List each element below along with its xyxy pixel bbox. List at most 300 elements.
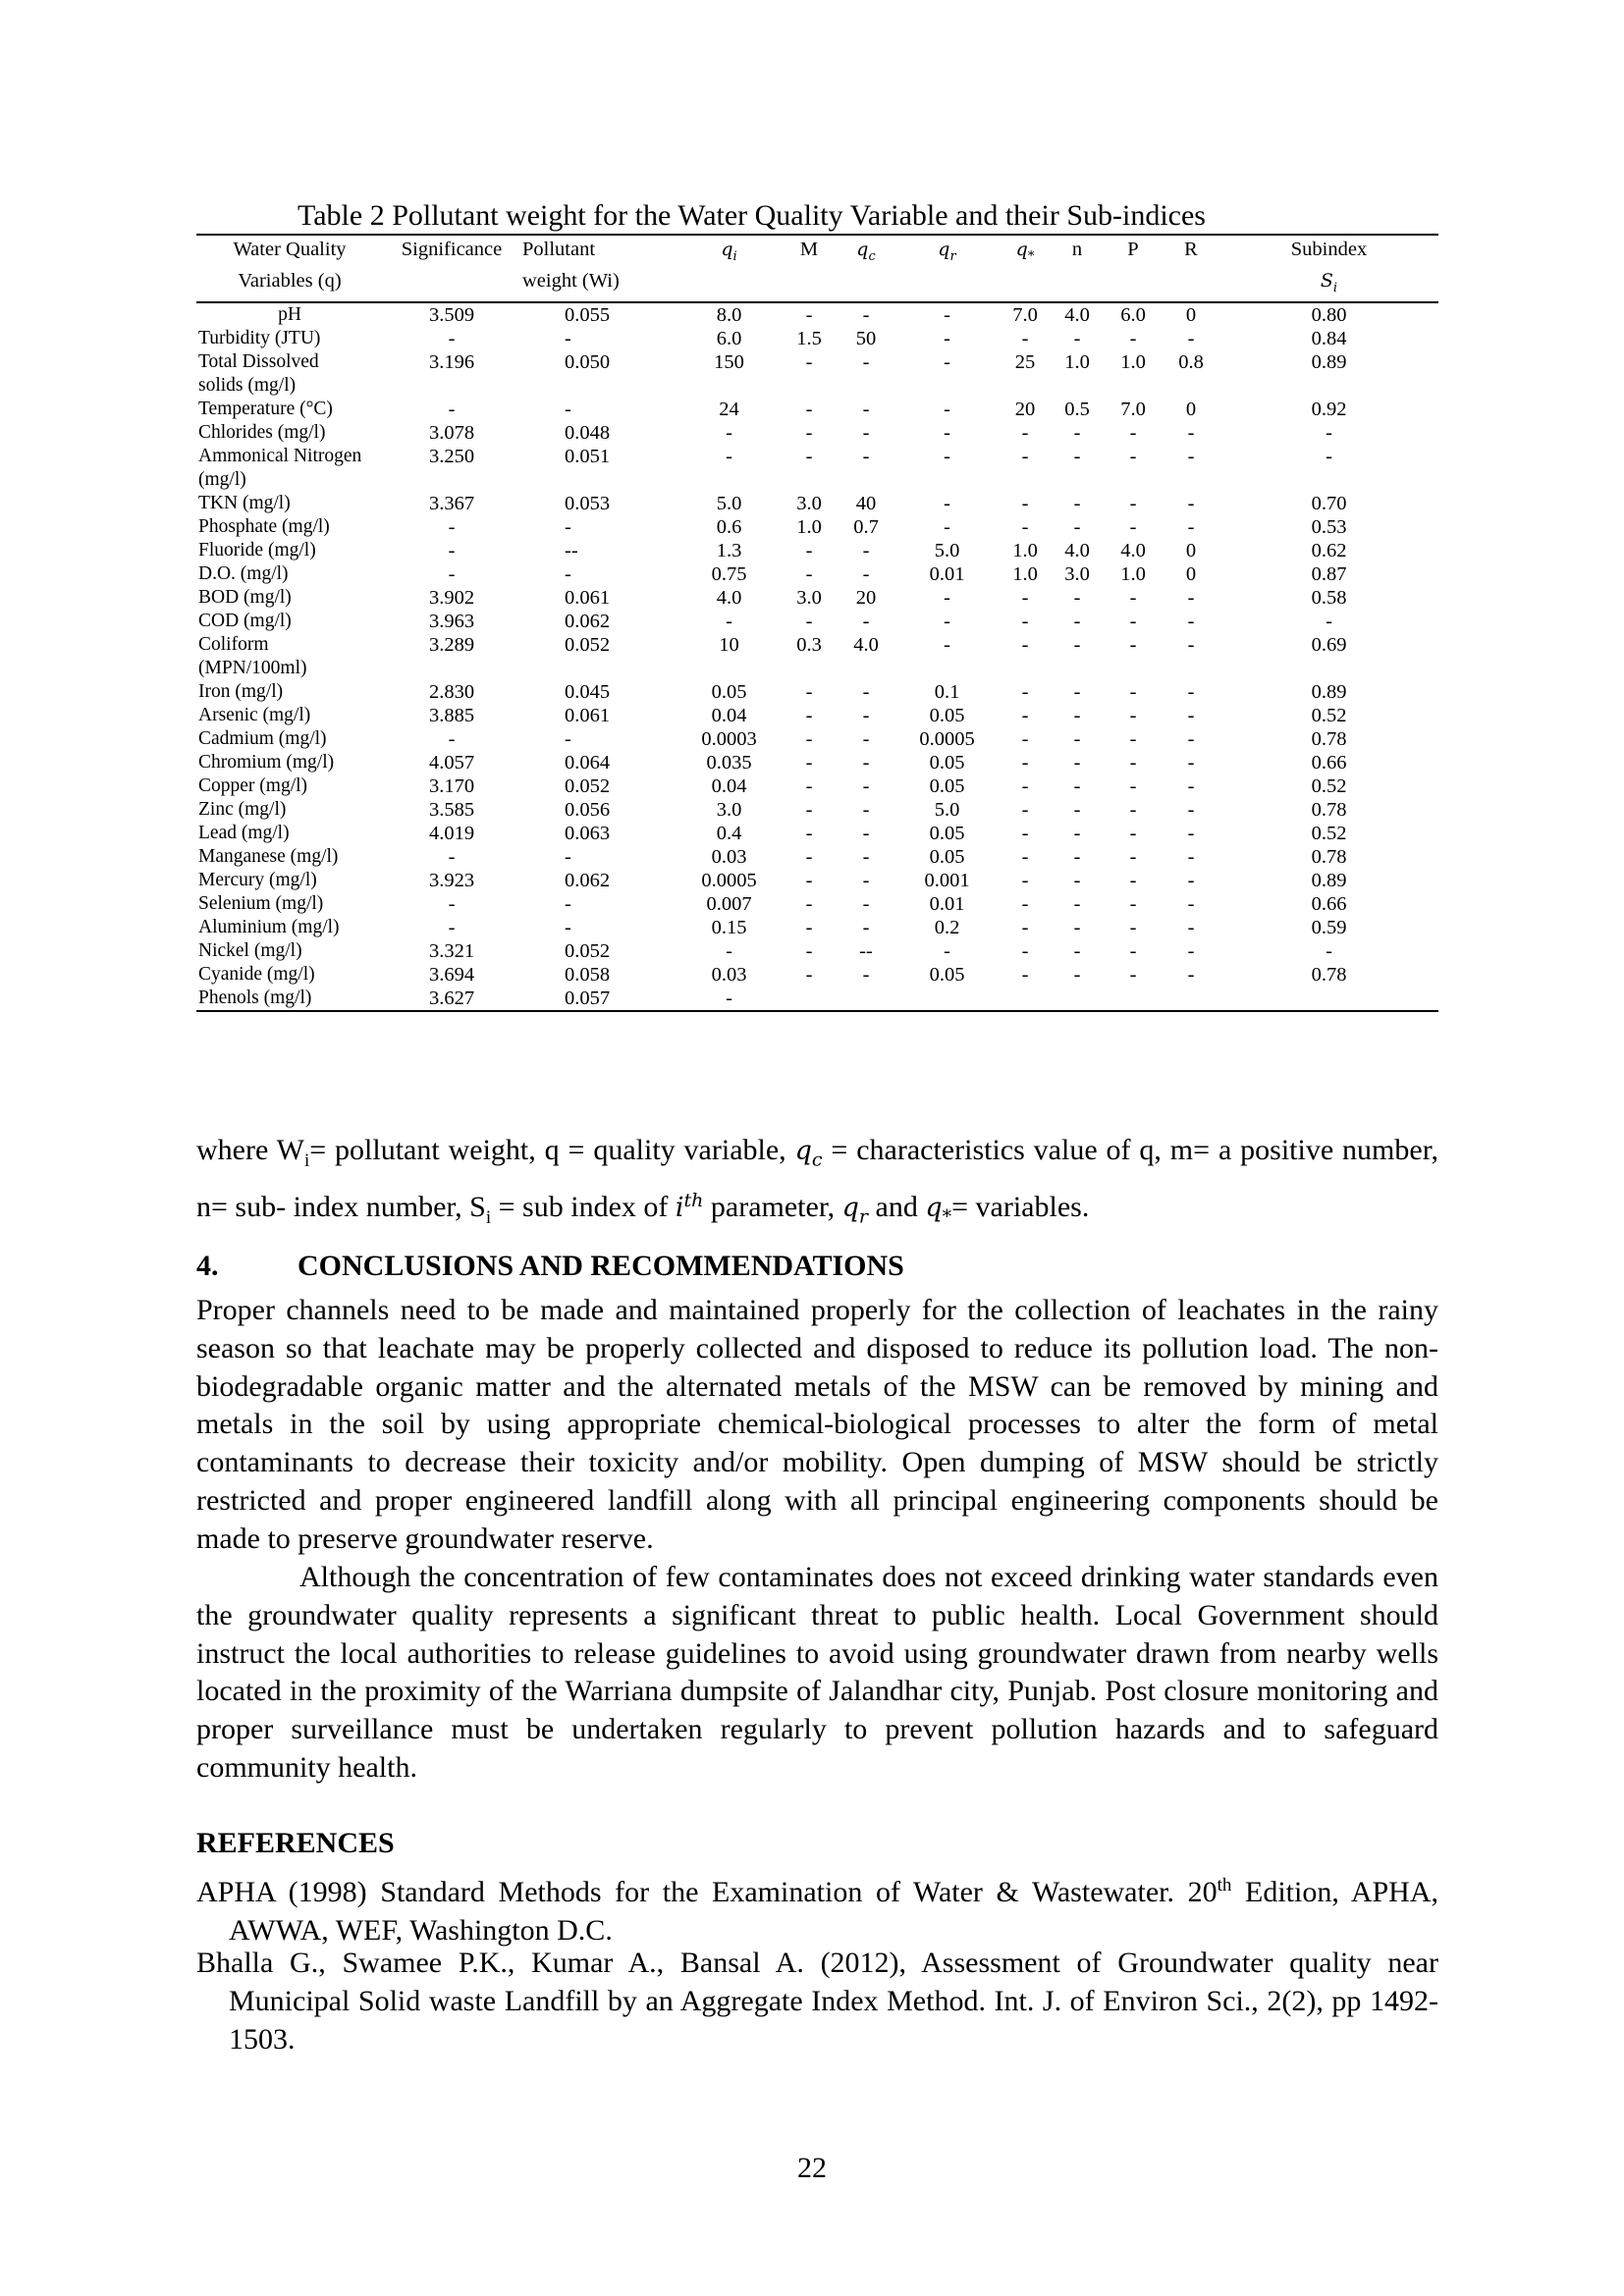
- cell-n: -: [1073, 774, 1081, 797]
- table-header-row-2: [196, 269, 1438, 302]
- cell-qi: -: [726, 445, 732, 467]
- cell-qi: 24: [719, 398, 739, 420]
- cell-r: 0: [1185, 539, 1197, 561]
- cell-p: -: [1129, 515, 1137, 538]
- section-number: 4.: [196, 1250, 219, 1282]
- cell-n: [1051, 987, 1104, 1011]
- cell-variable: [196, 798, 383, 822]
- cell-variable: [196, 562, 383, 586]
- cell-si: -: [1326, 939, 1332, 962]
- note-qc-sub: c: [811, 1148, 823, 1171]
- cell-m: [781, 987, 838, 1011]
- cell-weight: 0.052: [565, 939, 611, 962]
- cell-significance: -: [448, 327, 456, 349]
- cell-qi: -: [677, 987, 781, 1011]
- variable-name: Copper (mg/l): [198, 774, 308, 796]
- cell-qr: -: [944, 350, 950, 373]
- cell-variable: [196, 774, 383, 798]
- cell-m: 0.3: [796, 633, 822, 656]
- cell-p: -: [1129, 492, 1137, 514]
- cell-si: 0.52: [1311, 704, 1347, 726]
- cell-qi: 3.0: [716, 798, 742, 821]
- table-notation-note: [196, 1131, 1438, 1238]
- cell-n: -: [1073, 515, 1081, 538]
- header-subindex: Subindex: [1219, 235, 1438, 269]
- cell-qr: 0.05: [929, 845, 965, 868]
- cell-weight: 0.051: [565, 445, 611, 467]
- cell-significance: 3.170: [428, 774, 475, 797]
- cell-r: -: [1187, 421, 1195, 444]
- cell-qstar: -: [1021, 798, 1029, 821]
- cell-m: -: [805, 421, 813, 444]
- cell-qr: -: [944, 633, 950, 656]
- cell-qr: 0.05: [929, 704, 965, 726]
- cell-qr: -: [944, 398, 950, 420]
- cell-qc: 40: [855, 492, 877, 514]
- variable-name: Fluoride (mg/l): [198, 539, 316, 561]
- cell-r: 0: [1185, 398, 1197, 420]
- header-empty: [1000, 269, 1051, 302]
- cell-variable: [196, 845, 383, 869]
- cell-p: 4.0: [1120, 539, 1146, 561]
- cell-n: -: [1073, 939, 1081, 962]
- cell-qc: -: [862, 892, 870, 915]
- cell-qi: 0.05: [711, 680, 747, 703]
- cell-qi: 4.0: [716, 586, 742, 609]
- cell-qr: -: [944, 515, 950, 538]
- cell-qstar: -: [1021, 916, 1029, 938]
- cell-qr: 5.0: [934, 798, 960, 821]
- cell-weight: -: [565, 916, 571, 938]
- cell-variable: [196, 421, 383, 445]
- header-si: [1219, 269, 1438, 302]
- cell-weight: -: [565, 845, 571, 868]
- reference-text: APHA (1998) Standard Methods for the Examination of Water & Wastewater. 20: [196, 1876, 1218, 1908]
- cell-m: -: [805, 539, 813, 561]
- cell-weight: 0.061: [565, 704, 611, 726]
- cell-si: 0.66: [1311, 751, 1347, 774]
- table-row: [196, 727, 1438, 751]
- cell-qc: 20: [855, 586, 877, 609]
- cell-n: -: [1073, 751, 1081, 774]
- cell-qr: -: [944, 327, 950, 349]
- header-qr-q: q: [938, 239, 950, 260]
- cell-si: 0.80: [1311, 303, 1347, 326]
- cell-significance: 3.694: [428, 963, 475, 986]
- cell-qi: 0.6: [716, 515, 742, 538]
- header-qi: [677, 235, 781, 269]
- cell-p: -: [1129, 751, 1137, 774]
- cell-m: -: [805, 727, 813, 750]
- cell-weight: 0.062: [565, 610, 611, 632]
- cell-qr: 0.05: [929, 963, 965, 986]
- cell-qc: 0.7: [853, 515, 879, 538]
- cell-variable: [196, 987, 383, 1011]
- cell-m: -: [805, 869, 813, 891]
- table-row: [196, 633, 1438, 680]
- cell-weight: 0.052: [565, 774, 611, 797]
- cell-si: 0.52: [1311, 822, 1347, 844]
- cell-si: 0.78: [1311, 727, 1347, 750]
- cell-qi: 0.4: [716, 822, 742, 844]
- cell-variable: [196, 822, 383, 845]
- cell-qi: 0.0003: [701, 727, 757, 750]
- cell-weight: 0.055: [565, 303, 611, 326]
- cell-variable: [196, 398, 383, 421]
- cell-r: -: [1187, 327, 1195, 349]
- table-row: [196, 916, 1438, 939]
- cell-qc: -: [862, 845, 870, 868]
- reference-entry: Bhalla G., Swamee P.K., Kumar A., Bansal A. (2012), Assessment of Groundwater quality near Municipal Solid waste Landfill by an Aggregate Index Method. Int. J. of Environ Sci., 2(2), pp 1492-1503.: [196, 1947, 1438, 2056]
- cell-variable: [196, 610, 383, 633]
- cell-variable: [196, 350, 383, 398]
- cell-p: -: [1129, 963, 1137, 986]
- cell-weight: 0.053: [565, 492, 611, 514]
- header-empty: [1163, 269, 1219, 302]
- cell-si: 0.52: [1311, 774, 1347, 797]
- cell-si: -: [1326, 610, 1332, 632]
- cell-qr: 0.01: [929, 892, 965, 915]
- table-row: [196, 398, 1438, 421]
- cell-qc: -: [862, 421, 870, 444]
- variable-name: Zinc (mg/l): [198, 798, 287, 820]
- cell-qr: 0.1: [934, 680, 960, 703]
- cell-qstar: -: [1021, 445, 1029, 467]
- cell-weight: 0.064: [565, 751, 611, 774]
- cell-qr: -: [944, 421, 950, 444]
- variable-name: TKN (mg/l): [198, 492, 291, 513]
- header-empty: [677, 269, 781, 302]
- cell-variable: [196, 869, 383, 892]
- variable-name: Chlorides (mg/l): [198, 421, 326, 443]
- paragraph: Proper channels need to be made and maintained properly for the collection of leachates in the rainy season so that leachate may be properly collected and disposed to reduce its pollution load. The non-biodegradable organic matter and the alternated metals of the MSW can be removed by mining and metals in the soil by using appropriate chemical-biological processes to alter the form of metal contaminants to decrease their toxicity and/or mobility. Open dumping of MSW should be strictly restricted and proper engineered landfill along with all principal engineering components should be made to preserve groundwater reserve.: [196, 1294, 1438, 1555]
- variable-name: Turbidity (JTU): [198, 327, 321, 348]
- cell-qi: 10: [719, 633, 739, 656]
- cell-m: -: [805, 610, 813, 632]
- page-number: 22: [797, 2152, 827, 2184]
- cell-p: -: [1129, 892, 1137, 915]
- table-row: [196, 445, 1438, 492]
- cell-n: 0.5: [1064, 398, 1090, 420]
- table-row: [196, 680, 1438, 704]
- table-body: [196, 302, 1438, 1011]
- variable-name: Total Dissolved: [198, 350, 319, 372]
- cell-qr: -: [944, 586, 950, 609]
- cell-variable: [196, 892, 383, 916]
- cell-p: -: [1129, 916, 1137, 938]
- note-qr: q: [841, 1193, 859, 1223]
- cell-variable: [196, 939, 383, 963]
- cell-r: -: [1187, 916, 1195, 938]
- cell-weight: 0.057: [520, 987, 677, 1011]
- cell-weight: -: [565, 727, 571, 750]
- cell-qc: -: [862, 562, 870, 585]
- cell-weight: 0.045: [565, 680, 611, 703]
- cell-r: 0.8: [1178, 350, 1204, 373]
- variable-name: BOD (mg/l): [198, 586, 292, 608]
- cell-r: -: [1187, 586, 1195, 609]
- variable-name: Aluminium (mg/l): [198, 916, 340, 937]
- cell-n: -: [1073, 680, 1081, 703]
- cell-n: -: [1073, 963, 1081, 986]
- cell-qr: -: [944, 492, 950, 514]
- cell-p: 7.0: [1120, 398, 1146, 420]
- cell-significance: 3.885: [428, 704, 475, 726]
- cell-r: -: [1187, 939, 1195, 962]
- note-qc: q: [794, 1136, 812, 1166]
- table-caption: Table 2 Pollutant weight for the Water Quality Variable and their Sub-indices: [298, 199, 1206, 232]
- cell-qr: -: [944, 445, 950, 467]
- cell-qstar: -: [1021, 892, 1029, 915]
- note-text: = pollutant weight, q = quality variable,: [309, 1134, 795, 1166]
- cell-si: [1219, 987, 1438, 1011]
- note-text: and: [868, 1191, 926, 1223]
- cell-weight: -: [565, 515, 571, 538]
- table-row: [196, 586, 1438, 610]
- note-sub: i: [485, 1207, 492, 1228]
- cell-qi: 5.0: [716, 492, 742, 514]
- cell-p: -: [1129, 327, 1137, 349]
- reference-text: Edition, APHA, AWWA, WEF, Washington D.C.: [229, 1876, 1439, 1947]
- cell-m: -: [805, 751, 813, 774]
- cell-qc: -: [862, 916, 870, 938]
- variable-name: Coliform: [198, 633, 269, 655]
- cell-si: 0.78: [1311, 798, 1347, 821]
- cell-m: 3.0: [796, 492, 822, 514]
- header-weight: Pollutant: [520, 235, 677, 269]
- cell-qstar: [1000, 987, 1051, 1011]
- header-empty: [383, 269, 520, 302]
- cell-qr: -: [944, 939, 950, 962]
- cell-significance: -: [448, 892, 456, 915]
- cell-si: -: [1326, 445, 1332, 467]
- cell-m: -: [805, 350, 813, 373]
- cell-n: 1.0: [1064, 350, 1090, 373]
- cell-variable: [196, 916, 383, 939]
- cell-r: -: [1187, 892, 1195, 915]
- variable-name: Phosphate (mg/l): [198, 515, 330, 537]
- header-m: M: [781, 235, 838, 269]
- cell-qc: -: [862, 963, 870, 986]
- cell-significance: -: [448, 845, 456, 868]
- header-empty: [1104, 269, 1163, 302]
- table-row: [196, 963, 1438, 987]
- cell-m: -: [805, 963, 813, 986]
- cell-qr: 5.0: [934, 539, 960, 561]
- cell-qstar: 1.0: [1012, 539, 1038, 561]
- cell-r: -: [1187, 680, 1195, 703]
- header-p: P: [1104, 235, 1163, 269]
- table-row: [196, 704, 1438, 727]
- cell-qi: 0.75: [711, 562, 747, 585]
- cell-significance: 3.963: [428, 610, 475, 632]
- cell-weight: 0.056: [565, 798, 611, 821]
- cell-p: -: [1129, 939, 1137, 962]
- cell-qstar: -: [1021, 327, 1029, 349]
- cell-si: 0.53: [1311, 515, 1347, 538]
- cell-variable: [196, 327, 383, 350]
- cell-significance: 3.627: [383, 987, 520, 1011]
- table-row: [196, 421, 1438, 445]
- cell-qr: 0.01: [929, 562, 965, 585]
- cell-qi: 0.007: [706, 892, 752, 915]
- cell-r: -: [1187, 751, 1195, 774]
- cell-qc: -: [862, 303, 870, 326]
- cell-qc: -: [862, 680, 870, 703]
- cell-variable: [196, 586, 383, 610]
- cell-weight: -: [565, 398, 571, 420]
- cell-si: 0.58: [1311, 586, 1347, 609]
- cell-qc: --: [859, 939, 873, 962]
- header-weight-2: weight (Wi): [520, 269, 677, 302]
- cell-qi: 1.3: [716, 539, 742, 561]
- cell-variable: [196, 492, 383, 515]
- cell-r: -: [1187, 492, 1195, 514]
- cell-si: 0.70: [1311, 492, 1347, 514]
- cell-m: -: [805, 939, 813, 962]
- cell-r: -: [1187, 633, 1195, 656]
- cell-qi: 150: [714, 350, 744, 373]
- cell-m: -: [805, 562, 813, 585]
- cell-n: -: [1073, 892, 1081, 915]
- cell-p: -: [1129, 822, 1137, 844]
- cell-p: -: [1129, 774, 1137, 797]
- cell-p: -: [1129, 845, 1137, 868]
- cell-qi: 6.0: [716, 327, 742, 349]
- cell-significance: 2.830: [428, 680, 475, 703]
- cell-p: 1.0: [1120, 562, 1146, 585]
- cell-variable: [196, 963, 383, 987]
- cell-r: -: [1187, 963, 1195, 986]
- cell-qstar: -: [1021, 869, 1029, 891]
- cell-qr: 0.05: [929, 822, 965, 844]
- cell-significance: 3.078: [428, 421, 475, 444]
- cell-p: 1.0: [1120, 350, 1146, 373]
- cell-si: 0.59: [1311, 916, 1347, 938]
- cell-qstar: -: [1021, 822, 1029, 844]
- note-ith: i: [675, 1193, 684, 1223]
- cell-weight: 0.062: [565, 869, 611, 891]
- cell-m: -: [805, 822, 813, 844]
- header-qr-sub: r: [949, 248, 956, 264]
- cell-weight: --: [565, 539, 578, 561]
- variable-name: Iron (mg/l): [198, 680, 284, 702]
- header-qc: [838, 235, 894, 269]
- cell-qstar: -: [1021, 633, 1029, 656]
- cell-qi: -: [726, 610, 732, 632]
- cell-qc: [838, 987, 894, 1011]
- cell-variable: [196, 515, 383, 539]
- table-row: [196, 774, 1438, 798]
- cell-qc: -: [862, 751, 870, 774]
- cell-qstar: 7.0: [1012, 303, 1038, 326]
- cell-qc: -: [862, 774, 870, 797]
- cell-qc: -: [862, 822, 870, 844]
- table-row: [196, 350, 1438, 398]
- variable-name-line-2: (mg/l): [198, 468, 246, 490]
- cell-variable: [196, 445, 383, 492]
- note-ith-sup: th: [683, 1190, 704, 1211]
- cell-weight: 0.050: [565, 350, 611, 373]
- variable-name: Arsenic (mg/l): [198, 704, 311, 725]
- variable-name: Cadmium (mg/l): [198, 727, 327, 749]
- cell-r: -: [1187, 774, 1195, 797]
- cell-si: 0.78: [1311, 845, 1347, 868]
- cell-r: -: [1187, 845, 1195, 868]
- cell-qr: 0.001: [924, 869, 970, 891]
- cell-r: -: [1187, 822, 1195, 844]
- cell-n: -: [1073, 421, 1081, 444]
- header-qc-sub: c: [868, 248, 876, 264]
- variable-name: Selenium (mg/l): [198, 892, 324, 914]
- variable-name: pH: [278, 303, 301, 325]
- cell-weight: -: [565, 327, 571, 349]
- cell-significance: -: [448, 916, 456, 938]
- cell-r: 0: [1185, 562, 1197, 585]
- cell-weight: -: [565, 892, 571, 915]
- cell-variable: [196, 680, 383, 704]
- cell-significance: 3.196: [428, 350, 475, 373]
- cell-n: -: [1073, 445, 1081, 467]
- cell-qc: 50: [855, 327, 877, 349]
- cell-significance: 3.585: [428, 798, 475, 821]
- cell-n: -: [1073, 916, 1081, 938]
- paragraph: Although the concentration of few contaminates does not exceed drinking water standards even the groundwater quality represents a significant threat to public health. Local Government should instruct the local authorities to release guidelines to avoid using groundwater drawn from nearby wells located in the proximity of the Warriana dumpsite of Jalandhar city, Punjab. Post closure monitoring and proper surveillance must be undertaken regularly to prevent pollution hazards and to safeguard community health.: [196, 1561, 1438, 1784]
- table-row: [196, 562, 1438, 586]
- cell-weight: -: [565, 562, 571, 585]
- cell-qstar: 1.0: [1012, 562, 1038, 585]
- variable-name: Temperature (°C): [198, 398, 333, 419]
- cell-qc: -: [862, 798, 870, 821]
- cell-n: -: [1073, 327, 1081, 349]
- cell-p: 6.0: [1120, 303, 1146, 326]
- pollutant-weight-table: [196, 234, 1438, 1012]
- header-qstar-q: q: [1015, 239, 1028, 260]
- cell-r: [1163, 987, 1219, 1011]
- cell-significance: 3.289: [428, 633, 475, 656]
- cell-significance: -: [448, 515, 456, 538]
- header-qr: [894, 235, 1000, 269]
- reference-entry: [196, 1866, 1438, 1949]
- cell-m: -: [805, 916, 813, 938]
- table-row: [196, 845, 1438, 869]
- cell-qstar: -: [1021, 727, 1029, 750]
- cell-variable: [196, 302, 383, 327]
- cell-qi: 0.04: [711, 774, 747, 797]
- table-row: [196, 869, 1438, 892]
- header-variable-2: Variables (q): [196, 269, 383, 302]
- cell-weight: 0.058: [565, 963, 611, 986]
- header-si-s: S: [1320, 269, 1333, 292]
- cell-qr: -: [944, 610, 950, 632]
- variable-name: D.O. (mg/l): [198, 562, 289, 584]
- header-qstar: [1000, 235, 1051, 269]
- cell-n: -: [1073, 633, 1081, 656]
- cell-qi: 0.04: [711, 704, 747, 726]
- cell-variable: [196, 704, 383, 727]
- cell-qr: 0.0005: [919, 727, 975, 750]
- variable-name: Manganese (mg/l): [198, 845, 339, 867]
- cell-n: -: [1073, 822, 1081, 844]
- cell-r: 0: [1185, 303, 1197, 326]
- cell-qstar: -: [1021, 515, 1029, 538]
- cell-qc: -: [862, 610, 870, 632]
- cell-qstar: -: [1021, 421, 1029, 444]
- cell-qc: 4.0: [853, 633, 879, 656]
- cell-qc: -: [862, 350, 870, 373]
- cell-significance: 3.902: [428, 586, 475, 609]
- cell-qi: 0.15: [711, 916, 747, 938]
